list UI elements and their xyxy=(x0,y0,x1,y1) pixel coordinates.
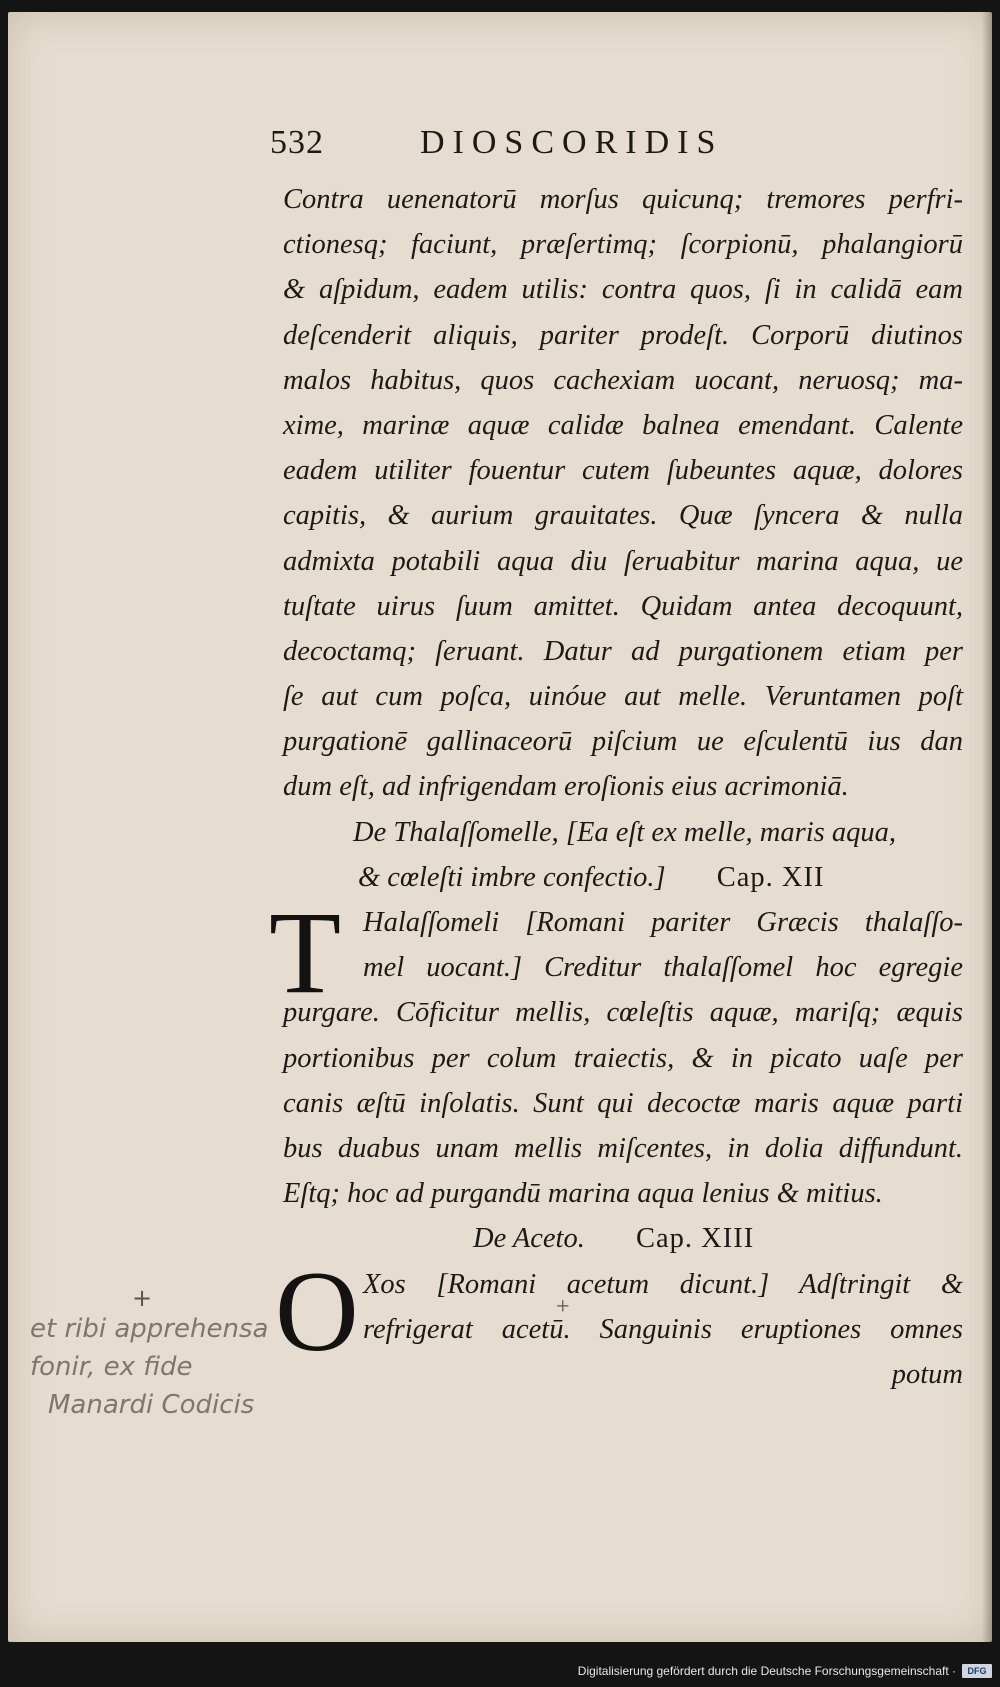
text-line: deſcenderit aliquis, pariter prodeſt. Corporū diutinos xyxy=(283,319,963,351)
page-header xyxy=(270,124,830,170)
text-line: ſe aut cum poſca, uinóue aut melle. Veruntamen poſt xyxy=(283,681,963,713)
marginalia-line: Manardi Codicis xyxy=(48,1390,255,1420)
text-line: refrigerat acetū. Sanguinis eruptiones omnes xyxy=(363,1313,963,1345)
marginalia-line: fonir, ex fide xyxy=(30,1352,193,1382)
chapter-heading-text: & cœleſti imbre confectio.] xyxy=(358,861,666,893)
drop-cap-T: T xyxy=(269,887,342,1018)
text-line: xime, marinæ aquæ calidæ balnea emendant. Calente xyxy=(283,409,963,441)
chapter-number: Cap. XIII xyxy=(635,1223,755,1255)
text-line: bus duabus unam mellis miſcentes, in dolia diffundunt. xyxy=(283,1132,963,1164)
text-line: Halaſſomeli [Romani pariter Græcis thalaſſo- xyxy=(363,907,963,938)
text-line: Eſtq; hoc ad purgandū marina aqua lenius & mitius. xyxy=(283,1178,883,1210)
dfg-logo-icon: DFG xyxy=(962,1664,992,1678)
chapter-heading-thalassomelle-2 xyxy=(283,855,963,900)
text-line: portionibus per colum traiectis, & in picato uaſe per xyxy=(283,1042,963,1074)
drop-cap-O: O xyxy=(275,1247,359,1376)
marginalia-line: et ribi apprehensa xyxy=(30,1314,269,1344)
text-line: purgationē gallinaceorū piſcium ue eſculentū ius dan xyxy=(283,726,963,758)
text-line: malos habitus, quos cachexiam uocant, neruosq; ma- xyxy=(283,364,963,396)
catchword: potum xyxy=(891,1358,963,1390)
cross-mark-icon: + xyxy=(556,1294,570,1320)
book-page xyxy=(8,12,992,1642)
text-line: canis æſtū inſolatis. Sunt qui decoctæ maris aquæ parti xyxy=(283,1087,963,1119)
footer-credit: Digitalisierung gefördert durch die Deutsche Forschungsgemeinschaft · xyxy=(577,1664,956,1678)
text-line: decoctamq; ſeruant. Datur ad purgationem etiam per xyxy=(283,635,963,667)
text-line: ctionesq; faciunt, præſertimq; ſcorpionū, phalangiorū xyxy=(283,229,963,261)
text-line: eadem utiliter fouentur cutem ſubeuntes aquæ, dolores xyxy=(283,455,963,487)
text-line: admixta potabili aqua diu ſeruabitur marina aqua, ue xyxy=(283,545,963,577)
page-number: 532 xyxy=(270,124,324,161)
text-line: dum eſt, ad infrigendam eroſionis eius acrimoniā. xyxy=(283,771,849,803)
chapter-heading-thalassomelle: De Thalaſſomelle, [Ea eſt ex melle, maris aqua, xyxy=(353,816,896,848)
chapter-number: Cap. XII xyxy=(716,861,825,893)
digitization-footer xyxy=(578,1661,992,1681)
text-line: tuſtate uirus ſuum amittet. Quidam antea decoquunt, xyxy=(283,590,963,622)
chapter-heading-text: De Aceto. xyxy=(473,1223,585,1255)
text-line: & aſpidum, eadem utilis: contra quos, ſi in calidā eam xyxy=(283,274,963,306)
text-line: mel uocant.] Creditur thalaſſomel hoc egregie xyxy=(363,952,963,984)
main-text xyxy=(269,177,963,1397)
cross-mark-icon: + xyxy=(132,1284,153,1312)
text-line: purgare. Cōficitur mellis, cœleſtis aquæ, mariſq; æquis xyxy=(283,997,963,1029)
text-line: Contra uenenatorū morſus quicunq; tremores perfri- xyxy=(283,184,963,215)
text-line: capitis, & aurium grauitates. Quæ ſyncera & nulla xyxy=(283,500,963,532)
text-line: Xos [Romani acetum dicunt.] Adſtringit & xyxy=(363,1268,963,1300)
handwritten-marginalia xyxy=(30,1284,360,1460)
chapter-heading-aceto xyxy=(283,1216,963,1261)
running-title: DIOSCORIDIS xyxy=(420,124,724,161)
